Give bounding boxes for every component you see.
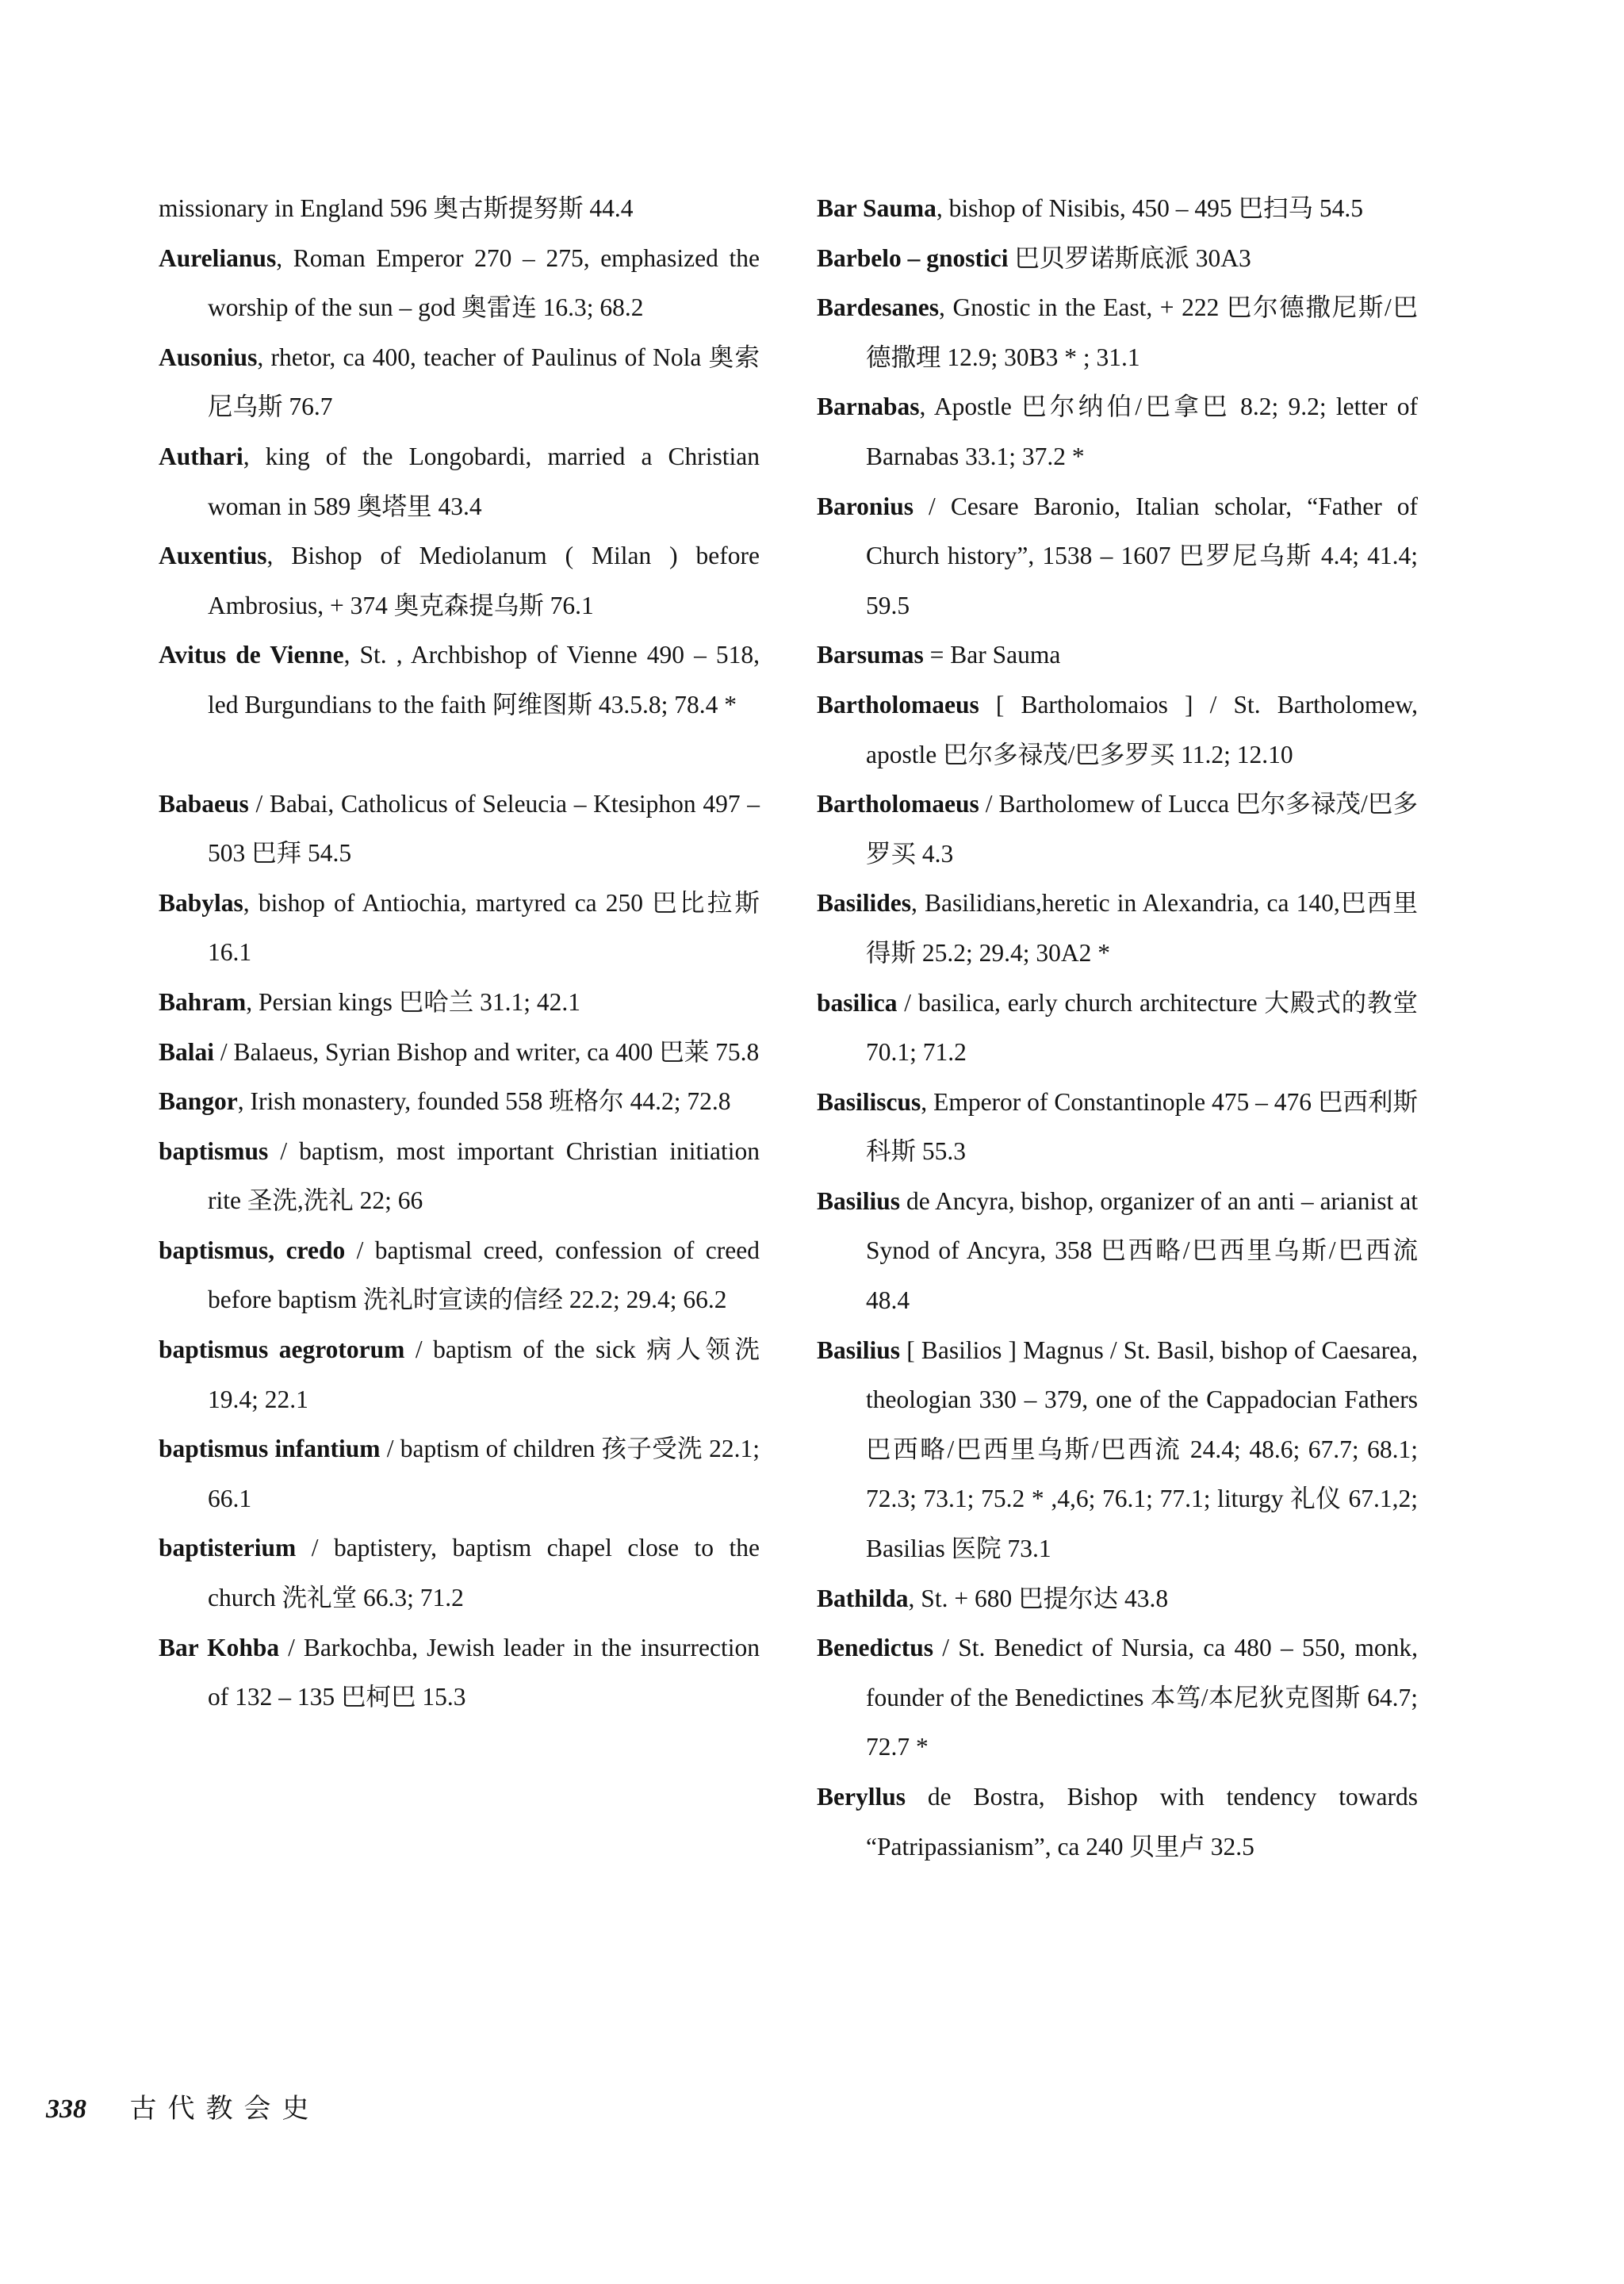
entry-headword: Bangor xyxy=(159,1087,238,1116)
index-entry xyxy=(159,1127,760,1226)
entry-headword: Barsumas xyxy=(817,641,924,669)
index-entry xyxy=(817,382,1418,481)
entry-text: / baptism of children 孩子受洗 22.1; 66.1 xyxy=(208,1435,760,1512)
entry-text: , bishop of Nisibis, 450 – 495 巴扫马 54.5 xyxy=(936,194,1363,222)
entry-headword: baptismus aegrotorum xyxy=(159,1336,405,1364)
index-entry xyxy=(159,234,760,333)
index-entry xyxy=(159,879,760,978)
index-entry xyxy=(817,482,1418,631)
index-entry xyxy=(159,978,760,1028)
entry-text: , Gnostic in the East, + 222 巴尔德撒尼斯/巴德撒理 12.9; 30B3 * ; 31.1 xyxy=(866,293,1418,371)
entry-headword: Balai xyxy=(159,1037,215,1066)
entry-text: , Bishop of Mediolanum ( Milan ) before Ambrosius, + 374 奥克森提乌斯 76.1 xyxy=(208,542,760,619)
entry-headword: Basiliscus xyxy=(817,1087,921,1116)
entry-text: / Bartholomew of Lucca 巴尔多禄茂/巴多罗买 4.3 xyxy=(866,790,1418,868)
entry-text: / Cesare Baronio, Italian scholar, “Father of Church history”, 1538 – 1607 巴罗尼乌斯 4.4; 41.4; 59.5 xyxy=(866,492,1418,619)
entry-headword: baptisterium xyxy=(159,1534,297,1562)
entry-text: , Irish monastery, founded 558 班格尔 44.2; 72.8 xyxy=(237,1087,731,1116)
entry-text: , rhetor, ca 400, teacher of Paulinus of Nola 奥索尼乌斯 76.7 xyxy=(208,343,760,421)
index-entry xyxy=(817,1574,1418,1624)
entry-text: , Persian kings 巴哈兰 31.1; 42.1 xyxy=(246,987,580,1016)
entry-text: [ Basilios ] Magnus / St. Basil, bishop of Caesarea, theologian 330 – 379, one of the Cappadocian Fathers 巴西略/巴西里乌斯/巴西流 24.4; 48.6; 67.7; 68.1; 72.3; 73.1; 75.2 * ,4,6; 76.1; 77.1; liturgy 礼仪 67.1,2; Basilias 医院 73.1 xyxy=(866,1336,1418,1563)
index-entry xyxy=(159,531,760,630)
entry-text: missionary in England 596 奥古斯提努斯 44.4 xyxy=(159,194,634,222)
entry-headword: Avitus de Vienne xyxy=(159,641,344,669)
entry-headword: Basilius xyxy=(817,1336,901,1364)
index-entry xyxy=(817,879,1418,978)
entry-headword: Babylas xyxy=(159,888,243,917)
entry-headword: Bartholomaeus xyxy=(817,790,979,818)
index-entry xyxy=(159,1424,760,1523)
entry-headword: baptismus infantium xyxy=(159,1435,381,1463)
index-entry xyxy=(159,1226,760,1325)
index-entry xyxy=(817,780,1418,879)
entry-headword: Basilides xyxy=(817,889,912,918)
entry-text: 巴贝罗诺斯底派 30A3 xyxy=(1008,243,1251,272)
entry-headword: basilica xyxy=(817,988,898,1017)
running-title: 古代教会史 xyxy=(129,2094,320,2124)
index-entry xyxy=(159,1523,760,1623)
entry-headword: Bar Kohba xyxy=(159,1633,280,1661)
entry-headword: Barnabas xyxy=(817,393,920,421)
entry-text: de Ancyra, bishop, organizer of an anti – arianist at Synod of Ancyra, 358 巴西略/巴西里乌斯/巴西流 48.4 xyxy=(866,1186,1418,1315)
entry-text: [ Bartholomaios ] / St. Bartholomew, apostle 巴尔多禄茂/巴多罗买 11.2; 12.10 xyxy=(866,690,1418,768)
entry-headword: Beryllus xyxy=(817,1783,906,1811)
index-entry xyxy=(817,1177,1418,1326)
entry-text: , Roman Emperor 270 – 275, emphasized the worship of the sun – god 奥雷连 16.3; 68.2 xyxy=(208,243,760,322)
index-entry xyxy=(817,630,1418,680)
entry-headword: Babaeus xyxy=(159,789,249,818)
entry-text: / baptism of the sick 病人领洗 19.4; 22.1 xyxy=(208,1336,760,1413)
entry-headword: Ausonius xyxy=(159,343,258,371)
entry-text: , St. + 680 巴提尔达 43.8 xyxy=(908,1584,1169,1612)
entry-text: / baptismal creed, confession of creed before baptism 洗礼时宣读的信经 22.2; 29.4; 66.2 xyxy=(208,1236,760,1314)
entry-headword: Benedictus xyxy=(817,1634,934,1662)
index-entry xyxy=(159,184,760,234)
entry-headword: baptismus, credo xyxy=(159,1236,346,1264)
index-entry xyxy=(817,1772,1418,1872)
index-entry xyxy=(159,780,760,879)
entry-text: de Bostra, Bishop with tendency towards “Patripassianism”, ca 240 贝里卢 32.5 xyxy=(866,1783,1418,1861)
entry-text: , Basilidians,heretic in Alexandria, ca 140,巴西里得斯 25.2; 29.4; 30A2 * xyxy=(866,889,1418,967)
index-column-right xyxy=(817,184,1418,1872)
entry-text: / basilica, early church architecture 大殿式的教堂 70.1; 71.2 xyxy=(866,988,1418,1067)
entry-headword: Bahram xyxy=(159,987,247,1016)
entry-headword: Bathilda xyxy=(817,1584,909,1612)
entry-text: , St. , Archbishop of Vienne 490 – 518, led Burgundians to the faith 阿维图斯 43.5.8; 78.4 * xyxy=(208,641,760,719)
index-entry xyxy=(159,333,760,432)
index-entry xyxy=(159,1028,760,1078)
entry-headword: Aurelianus xyxy=(159,243,277,272)
entry-headword: Bartholomaeus xyxy=(817,690,979,719)
entry-headword: Basilius xyxy=(817,1186,901,1215)
index-column-left xyxy=(159,184,760,1723)
index-entry xyxy=(817,283,1418,382)
entry-text: , Apostle 巴尔纳伯/巴拿巴 8.2; 9.2; letter of Barnabas 33.1; 37.2 * xyxy=(866,393,1418,470)
index-entry xyxy=(817,184,1418,234)
index-entry xyxy=(159,630,760,730)
entry-text: / Babai, Catholicus of Seleucia – Ktesiphon 497 – 503 巴拜 54.5 xyxy=(208,789,760,868)
entry-text: / Barkochba, Jewish leader in the insurrection of 132 – 135 巴柯巴 15.3 xyxy=(208,1633,760,1711)
index-entry xyxy=(159,1077,760,1127)
entry-headword: Bardesanes xyxy=(817,293,940,322)
entry-text: / baptism, most important Christian initiation rite 圣洗,洗礼 22; 66 xyxy=(208,1136,760,1215)
index-entry xyxy=(817,1078,1418,1177)
page-number: 338 xyxy=(46,2094,86,2124)
index-entry xyxy=(159,432,760,531)
entry-headword: baptismus xyxy=(159,1136,269,1165)
entry-text: / St. Benedict of Nursia, ca 480 – 550, monk, founder of the Benedictines 本笃/本尼狄克图斯 64.7; 72.7 * xyxy=(866,1634,1418,1761)
index-entry xyxy=(817,1623,1418,1772)
index-entry xyxy=(159,1325,760,1424)
entry-text: , Emperor of Constantinople 475 – 476 巴西利斯科斯 55.3 xyxy=(866,1087,1418,1166)
entry-headword: Barbelo – gnostici xyxy=(817,243,1009,272)
entry-text: / baptistery, baptism chapel close to the church 洗礼堂 66.3; 71.2 xyxy=(208,1534,760,1612)
index-entry xyxy=(817,234,1418,284)
entry-text: = Bar Sauma xyxy=(923,641,1061,669)
entry-headword: Bar Sauma xyxy=(817,194,936,222)
entry-headword: Authari xyxy=(159,442,243,470)
entry-headword: Auxentius xyxy=(159,542,267,570)
index-entry xyxy=(817,979,1418,1078)
entry-text: , bishop of Antiochia, martyred ca 250 巴比拉斯 16.1 xyxy=(208,888,760,967)
entry-headword: Baronius xyxy=(817,492,914,520)
page-footer xyxy=(46,2094,320,2125)
entry-text: , king of the Longobardi, married a Christian woman in 589 奥塔里 43.4 xyxy=(208,442,760,520)
index-entry xyxy=(817,680,1418,780)
entry-text: / Balaeus, Syrian Bishop and writer, ca 400 巴莱 75.8 xyxy=(214,1037,760,1066)
index-entry xyxy=(159,1623,760,1723)
index-entry xyxy=(817,1326,1418,1574)
